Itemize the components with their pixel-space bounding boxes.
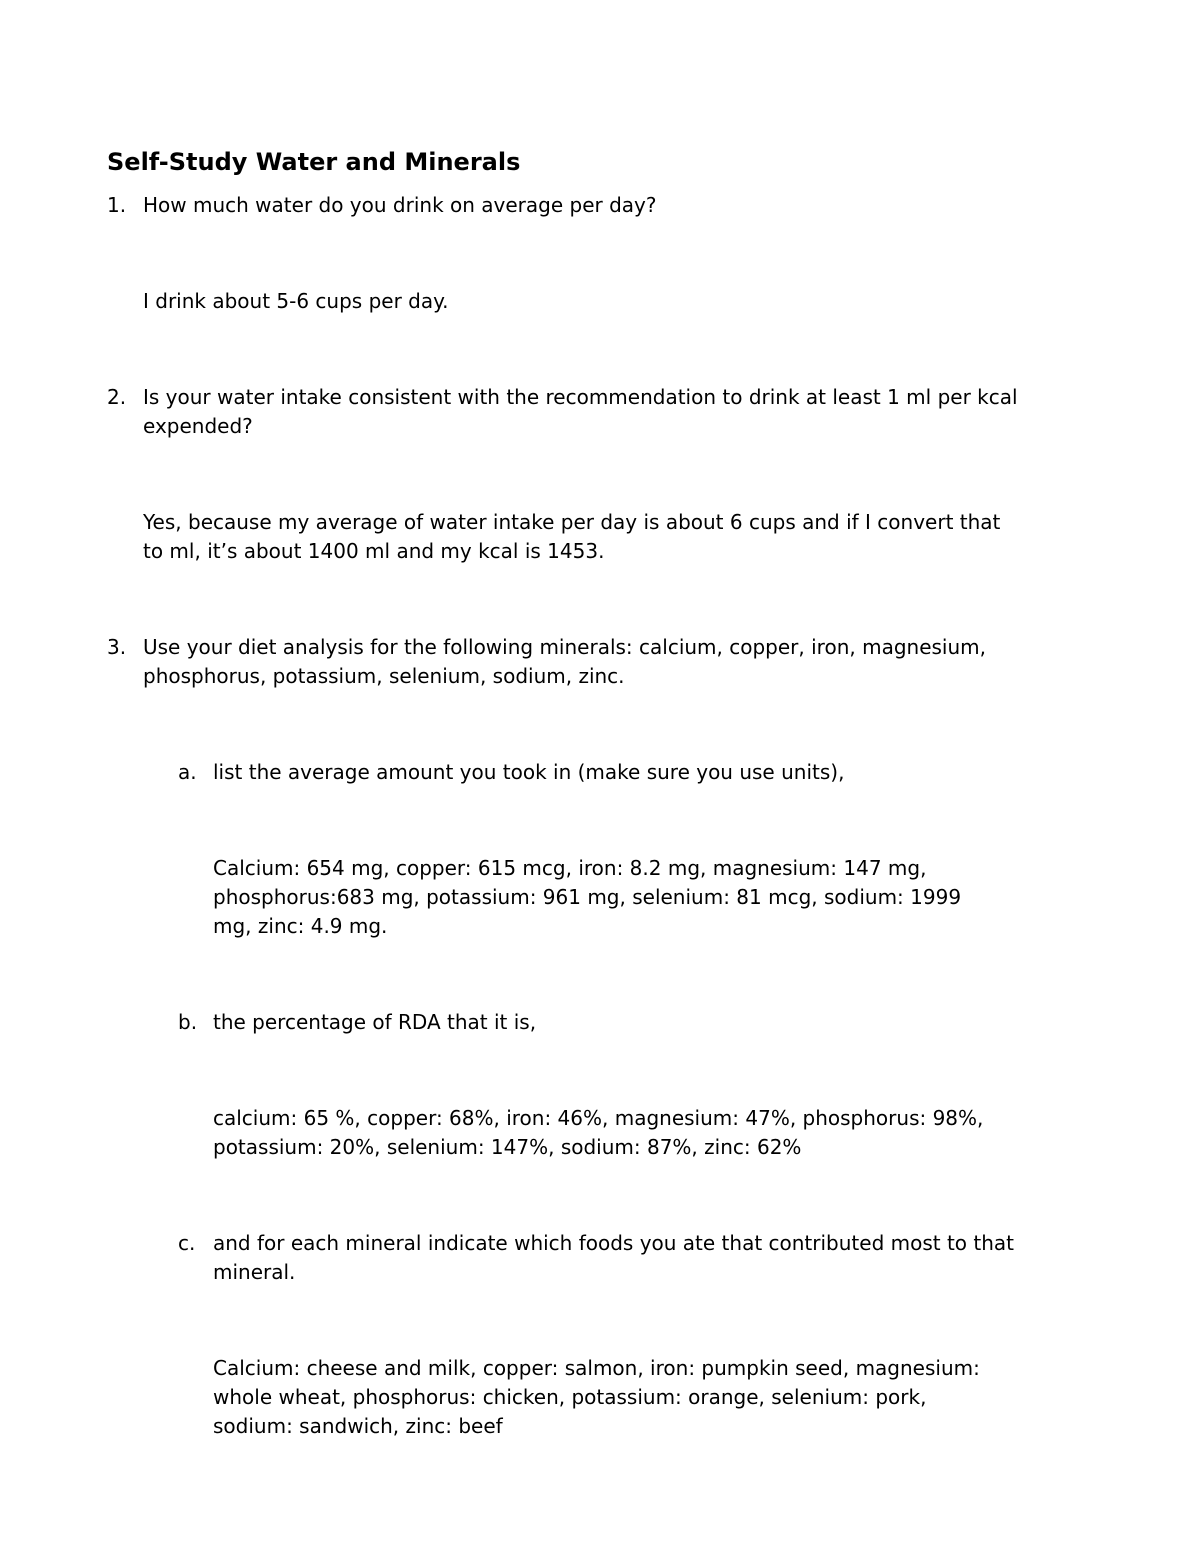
subitem-c-answer: Calcium: cheese and milk, copper: salmon, iron: pumpkin seed, magnesium: whole wheat, phosphorus: chicken, potassium: orange, selenium: pork, sodium: sandwich, zinc: beef [213,1356,980,1438]
question-1-number: 1. [107,193,127,217]
question-3-text: Use your diet analysis for the following minerals: calcium, copper, iron, magnesium, phosphorus, potassium, selenium, sodium, zinc. [143,635,986,688]
subitem-a-text: list the average amount you took in (make sure you use units), [213,760,845,784]
question-2-text: Is your water intake consistent with the recommendation to drink at least 1 ml per kcal expended? [143,385,1018,438]
subitem-b-answer: calcium: 65 %, copper: 68%, iron: 46%, magnesium: 47%, phosphorus: 98%, potassium: 20%, selenium: 147%, sodium: 87%, zinc: 62% [213,1106,984,1159]
subitem-a-answer: Calcium: 654 mg, copper: 615 mcg, iron: 8.2 mg, magnesium: 147 mg, phosphorus:683 mg, potassium: 961 mg, selenium: 81 mcg, sodium: 1999 mg, zinc: 4.9 mg. [213,856,962,938]
question-3-number: 3. [107,635,127,659]
question-3-row [107,633,1110,691]
subitem-b-text: the percentage of RDA that it is, [213,1010,537,1034]
question-1-text: How much water do you drink on average per day? [143,193,657,217]
subitem-a-letter: a. [178,760,197,784]
question-1-row [107,191,1110,220]
question-2-answer: Yes, because my average of water intake per day is about 6 cups and if I convert that to ml, it’s about 1400 ml and my kcal is 1453. [143,510,1001,563]
subitem-b-letter: b. [178,1010,198,1034]
document-title: Self-Study Water and Minerals [107,148,521,176]
question-1-answer: I drink about 5-6 cups per day. [143,289,449,313]
question-2-row [107,383,1110,441]
subitem-b-row [178,1008,1110,1037]
subitem-c-letter: c. [178,1231,196,1255]
subitem-a-row [178,758,1110,787]
subitem-c-text: and for each mineral indicate which foods you ate that contributed most to that mineral. [213,1231,1015,1284]
question-2-number: 2. [107,385,127,409]
subitem-c-row [178,1229,1110,1287]
